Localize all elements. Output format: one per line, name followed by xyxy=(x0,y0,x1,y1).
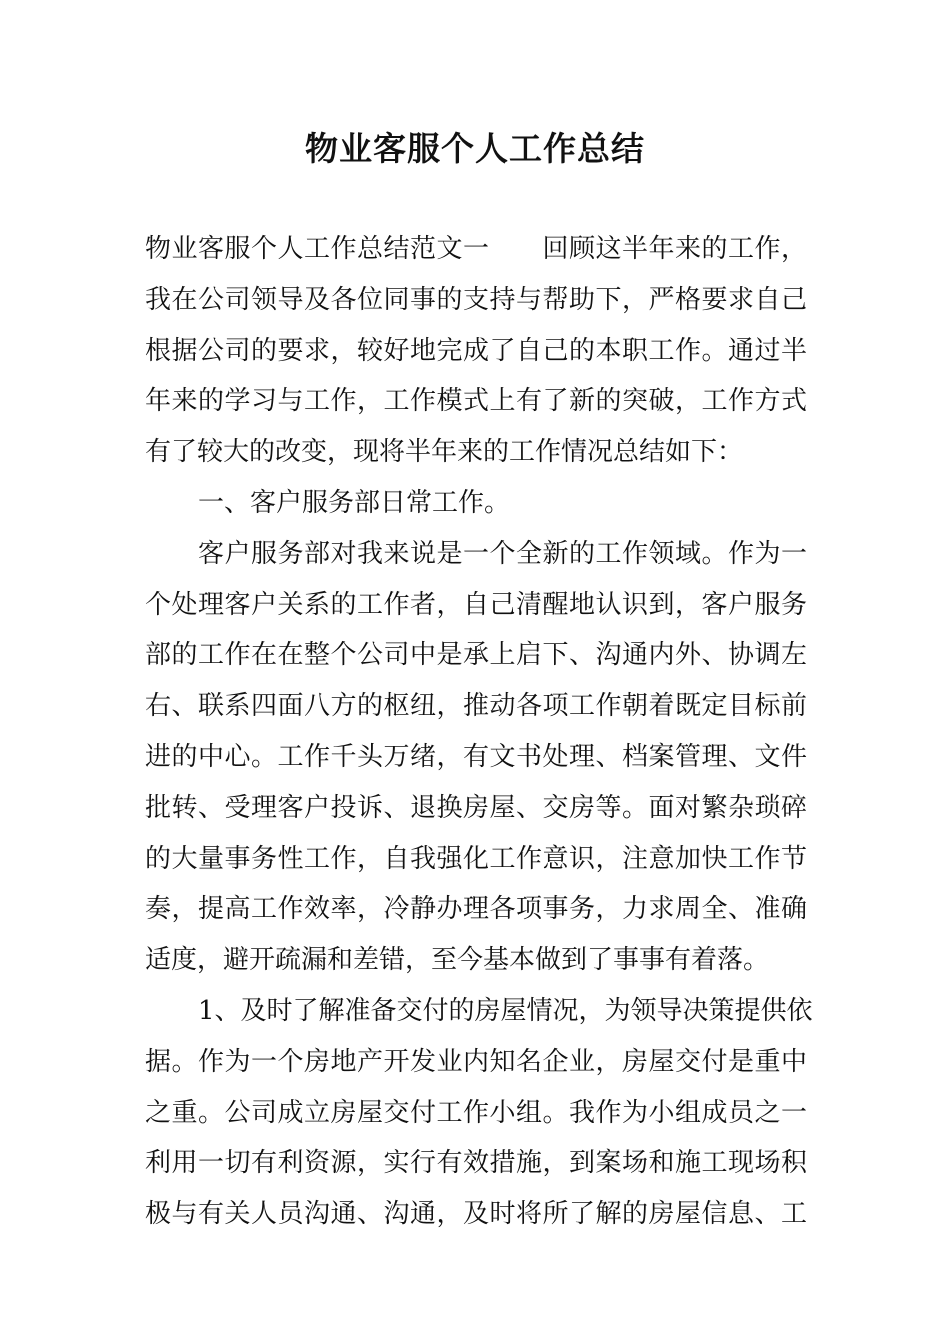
text-line: 我在公司领导及各位同事的支持与帮助下，严格要求自己 xyxy=(145,284,807,315)
document-body xyxy=(145,224,813,1240)
text-line: 年来的学习与工作，工作模式上有了新的突破，工作方式 xyxy=(145,386,807,417)
text-line: 进的中心。工作千头万绪，有文书处理、档案管理、文件 xyxy=(145,741,807,772)
text-line: 据。作为一个房地产开发业内知名企业，房屋交付是重中 xyxy=(145,1046,807,1077)
text-line: 物业客服个人工作总结范文一 回顾这半年来的工作， xyxy=(145,234,807,264)
text-line: 客户服务部对我来说是一个全新的工作领域。作为一 xyxy=(198,538,807,569)
document-title: 物业客服个人工作总结 xyxy=(305,129,645,168)
text-line: 批转、受理客户投诉、退换房屋、交房等。面对繁杂琐碎 xyxy=(145,792,807,823)
text-line: 有了较大的改变，现将半年来的工作情况总结如下： xyxy=(145,437,744,468)
text-line: 右、联系四面八方的枢纽，推动各项工作朝着既定目标前 xyxy=(145,691,807,722)
text-line: 的大量事务性工作，自我强化工作意识，注意加快工作节 xyxy=(145,843,807,874)
text-line: 之重。公司成立房屋交付工作小组。我作为小组成员之一 xyxy=(145,1097,807,1128)
section-heading: 一、客户服务部日常工作。 xyxy=(198,487,511,518)
text-line: 利用一切有利资源，实行有效措施，到案场和施工现场积 xyxy=(145,1148,807,1179)
text-line: 部的工作在在整个公司中是承上启下、沟通内外、协调左 xyxy=(145,640,807,671)
text-line: 适度，避开疏漏和差错，至今基本做到了事事有着落。 xyxy=(145,945,770,976)
text-line: 个处理客户关系的工作者，自己清醒地认识到，客户服务 xyxy=(145,589,807,620)
text-line: 奏，提高工作效率，冷静办理各项事务，力求周全、准确 xyxy=(145,894,807,925)
text-line: 根据公司的要求，较好地完成了自己的本职工作。通过半 xyxy=(145,335,807,366)
text-line: 1、及时了解准备交付的房屋情况，为领导决策提供依 xyxy=(198,995,813,1026)
text-line: 极与有关人员沟通、沟通，及时将所了解的房屋信息、工 xyxy=(145,1199,807,1230)
